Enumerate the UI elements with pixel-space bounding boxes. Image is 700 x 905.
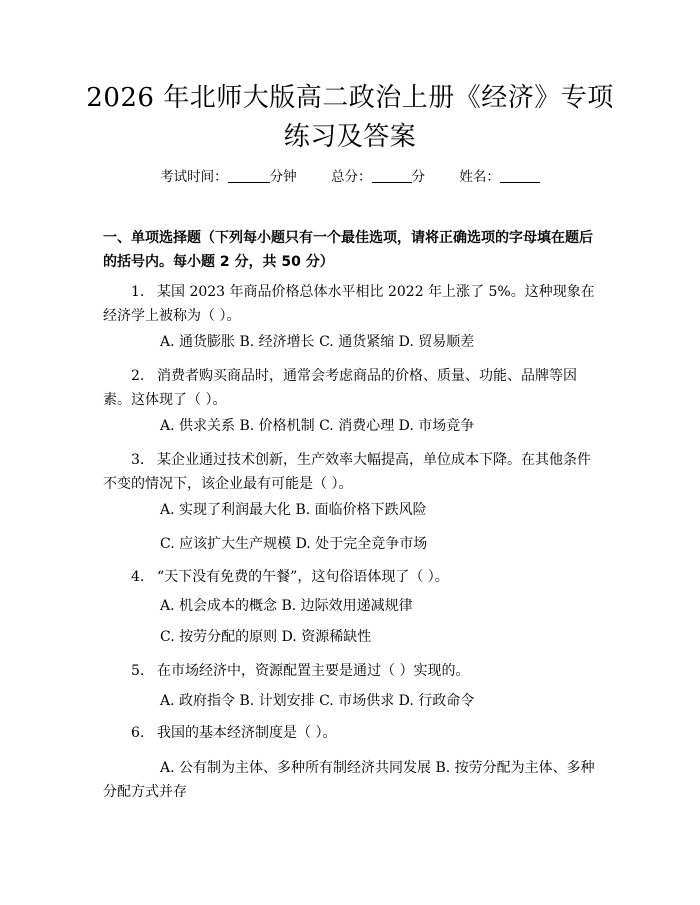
question-4-options-line1: A. 机会成本的概念 B. 边际效用递减规律 — [160, 598, 413, 614]
name-blank — [500, 168, 540, 183]
score-unit: 分 — [411, 169, 425, 185]
time-blank — [228, 168, 270, 183]
question-1 — [103, 280, 603, 328]
question-5-options: A. 政府指令 B. 计划安排 C. 市场供求 D. 行政命令 — [160, 693, 475, 709]
question-4-options-line2: C. 按劳分配的原则 D. 资源稀缺性 — [160, 629, 372, 645]
score-label: 总分： — [331, 169, 372, 185]
question-2 — [103, 364, 603, 412]
question-number: 4. — [131, 569, 145, 585]
question-text: “天下没有免费的午餐”，这句俗语体现了（ ）。 — [157, 569, 449, 585]
question-text: 某国 2023 年商品价格总体水平相比 2022 年上涨了 5%。这种现象在经济学上被称为（ ）。 — [103, 284, 595, 324]
question-5 — [103, 659, 603, 683]
question-number: 1. — [131, 284, 145, 300]
question-4 — [103, 565, 603, 589]
name-label: 姓名： — [459, 169, 500, 185]
time-label: 考试时间： — [160, 169, 228, 185]
question-2-options: A. 供求关系 B. 价格机制 C. 消费心理 D. 市场竞争 — [160, 418, 475, 434]
question-text: 消费者购买商品时，通常会考虑商品的价格、质量、功能、品牌等因素。这体现了（ ）。 — [103, 368, 577, 408]
question-3-options-line1: A. 实现了利润最大化 B. 面临价格下跌风险 — [160, 502, 427, 518]
question-text: 某企业通过技术创新，生产效率大幅提高，单位成本下降。在其他条件不变的情况下，该企业最有可能是（ ）。 — [103, 452, 591, 492]
question-3-options-line2: C. 应该扩大生产规模 D. 处于完全竞争市场 — [160, 536, 428, 552]
question-number: 3. — [131, 452, 145, 468]
question-3 — [103, 448, 603, 496]
section-heading: 一、单项选择题（下列每小题只有一个最佳选项，请将正确选项的字母填在题后的括号内。每小题 2 分，共 50 分） — [103, 230, 593, 270]
question-text: 在市场经济中，资源配置主要是通过（ ）实现的。 — [157, 663, 470, 679]
time-unit: 分钟 — [269, 169, 297, 185]
document-title-line2: 练习及答案 — [283, 122, 417, 152]
score-blank — [372, 168, 412, 183]
question-number: 6. — [131, 725, 145, 741]
document-title-line1: 2026 年北师大版高二政治上册《经济》专项 — [86, 83, 614, 113]
question-text: 我国的基本经济制度是（ ）。 — [157, 725, 337, 741]
question-1-options: A. 通货膨胀 B. 经济增长 C. 通货紧缩 D. 贸易顺差 — [160, 334, 475, 350]
question-6-options: A. 公有制为主体、多种所有制经济共同发展 B. 按劳分配为主体、多种分配方式并存 — [103, 760, 595, 800]
question-number: 2. — [131, 368, 145, 384]
question-number: 5. — [131, 663, 145, 679]
question-6 — [103, 721, 603, 745]
exam-info-line — [0, 166, 700, 188]
